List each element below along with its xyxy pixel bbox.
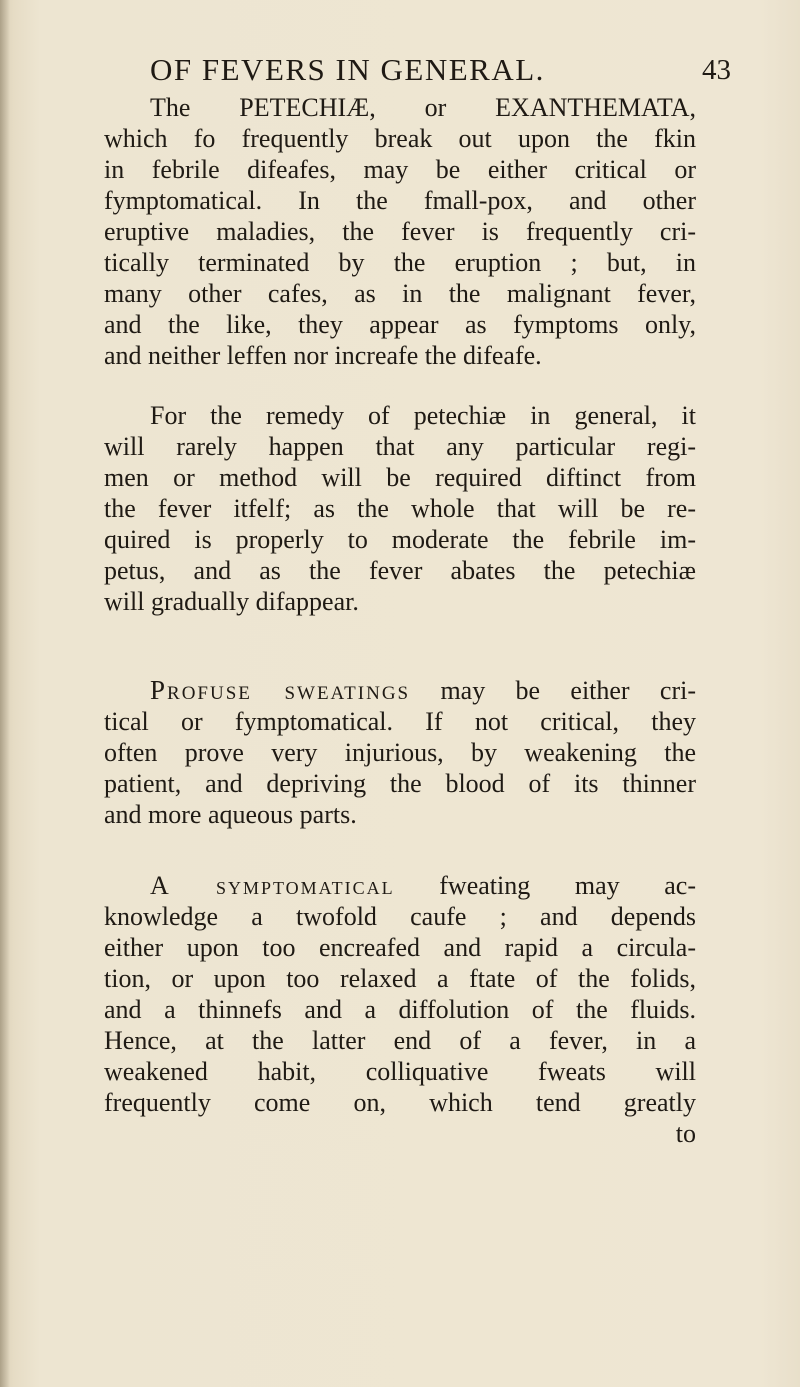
text-line: will gradually difappear. <box>104 587 359 616</box>
running-head <box>150 52 750 92</box>
text-line: patient, and depriving the blood of its thinner <box>104 769 696 798</box>
paragraph-lead-line: The PETECHIÆ, or EXANTHEMATA, <box>150 93 696 122</box>
text-line: the fever itfelf; as the whole that will be re- <box>104 494 696 523</box>
text-line: and more aqueous parts. <box>104 800 357 829</box>
lead-line-rest: fweating may ac- <box>394 871 696 900</box>
text-line: eruptive maladies, the fever is frequently cri- <box>104 217 696 246</box>
text-line: many other cafes, as in the malignant fever, <box>104 279 696 308</box>
text-line: in febrile difeafes, may be either critical or <box>104 155 696 184</box>
paragraph-lead-line: For the remedy of petechiæ in general, it <box>150 401 696 430</box>
text-line: men or method will be required diftinct from <box>104 463 696 492</box>
small-caps-heading: A symptomatical <box>150 871 395 900</box>
text-line: and the like, they appear as fymptoms only, <box>104 310 696 339</box>
text-line: quired is properly to moderate the febrile im- <box>104 525 696 554</box>
text-line: tical or fymptomatical. If not critical, they <box>104 707 696 736</box>
text-block <box>104 92 696 1149</box>
text-line: which fo frequently break out upon the fkin <box>104 124 696 153</box>
text-line: frequently come on, which tend greatly <box>104 1088 696 1117</box>
catchword: to <box>675 1119 696 1148</box>
text-line: Hence, at the latter end of a fever, in a <box>104 1026 696 1055</box>
gutter-shadow <box>0 0 10 1387</box>
text-line: tically terminated by the eruption ; but, in <box>104 248 696 277</box>
text-line: often prove very injurious, by weakening the <box>104 738 696 767</box>
text-line: and neither leffen nor increafe the difeafe. <box>104 341 542 370</box>
small-caps-heading: Profuse sweatings <box>150 675 411 705</box>
paragraph-lead-line <box>104 675 696 706</box>
text-line: knowledge a twofold caufe ; and depends <box>104 902 696 931</box>
lead-line-rest: may be either cri- <box>410 676 696 705</box>
text-line: and a thinnefs and a diffolution of the fluids. <box>104 995 696 1024</box>
running-head-title: OF FEVERS IN GENERAL. <box>150 52 545 87</box>
text-line: weakened habit, colliquative fweats will <box>104 1057 696 1086</box>
text-line: petus, and as the fever abates the petechiæ <box>104 556 696 585</box>
text-line: tion, or upon too relaxed a ftate of the folids, <box>104 964 696 993</box>
text-line: will rarely happen that any particular regi- <box>104 432 696 461</box>
page-number: 43 <box>702 54 731 86</box>
text-line: either upon too encreafed and rapid a circula- <box>104 933 696 962</box>
paragraph-symptomatical-sweating <box>104 870 696 1149</box>
text-line: fymptomatical. In the fmall-pox, and other <box>104 186 696 215</box>
paragraph-petechiae <box>104 92 696 371</box>
paragraph-remedy <box>104 400 696 617</box>
paragraph-profuse-sweatings <box>104 675 696 830</box>
paragraph-lead-line <box>104 870 696 901</box>
